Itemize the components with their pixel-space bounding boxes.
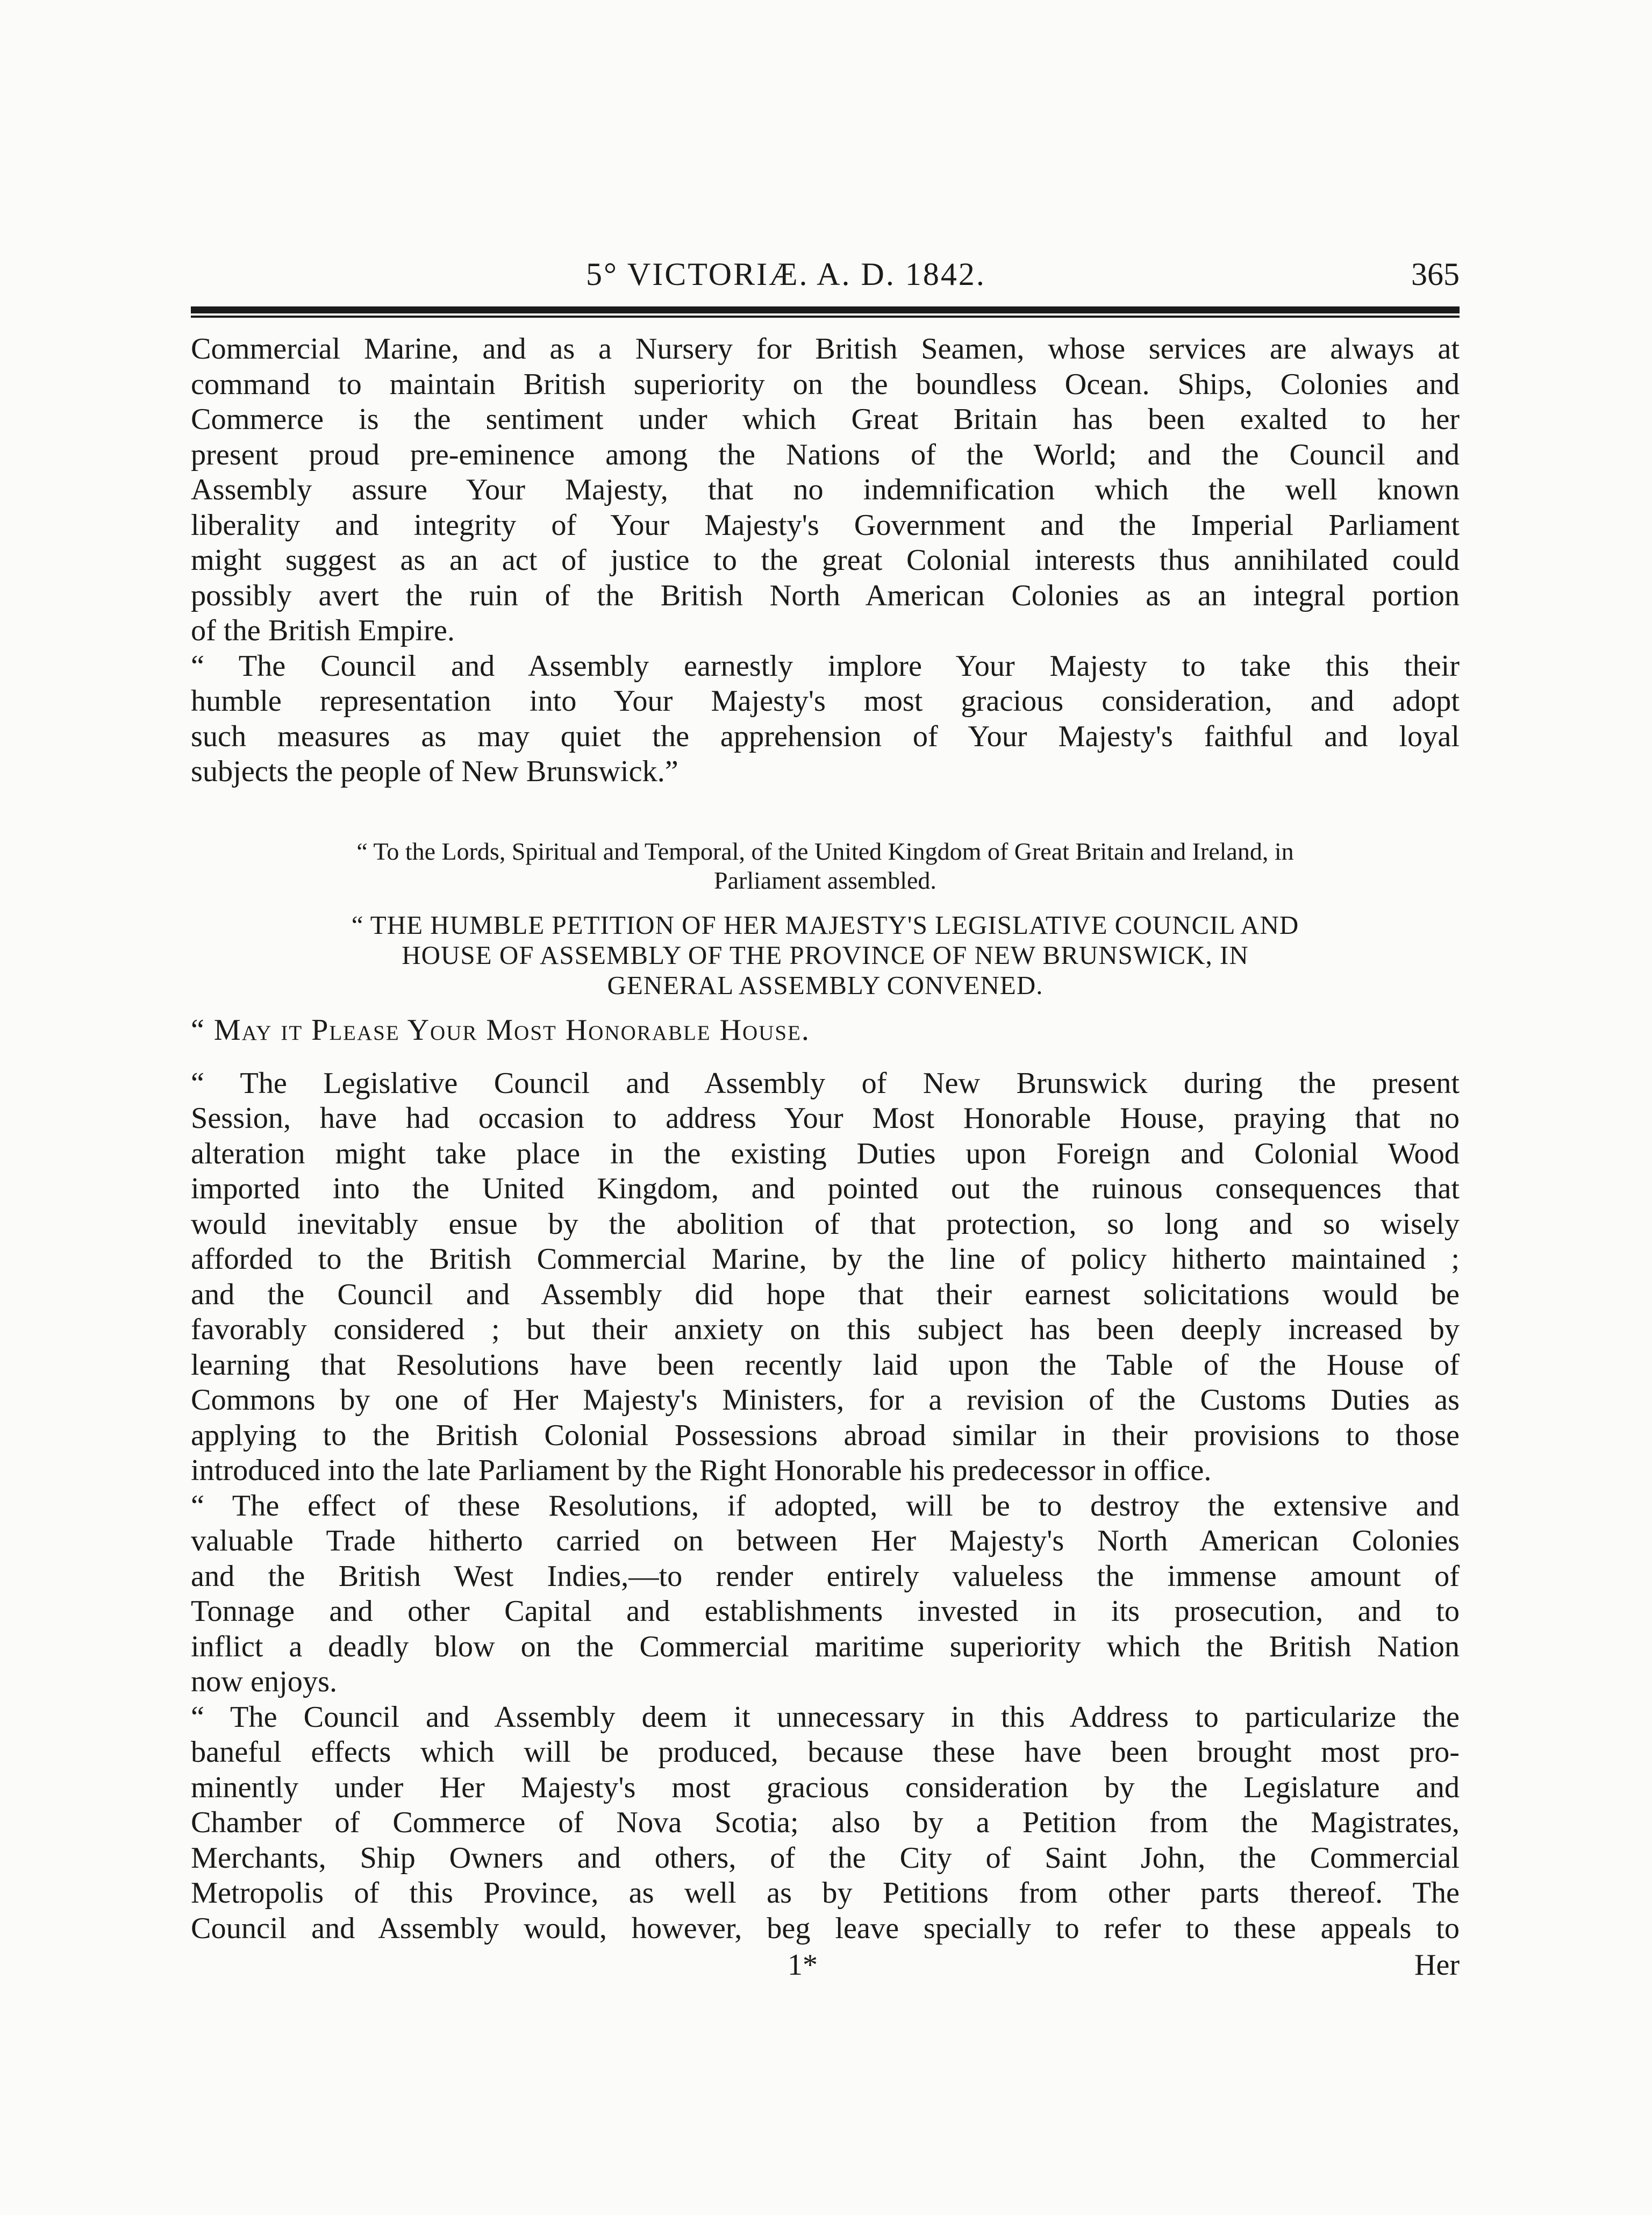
opening-paragraph [191, 332, 1460, 790]
text-line: Commons by one of Her Majesty's Ministers, for a revision of the Customs Duties as [191, 1383, 1460, 1417]
text-line: Tonnage and other Capital and establishments invested in its prosecution, and to [191, 1595, 1460, 1628]
text-line: valuable Trade hitherto carried on between Her Majesty's North American Colonies [191, 1524, 1460, 1557]
text-line: Chamber of Commerce of Nova Scotia; also by a Petition from the Magistrates, [191, 1806, 1460, 1839]
text-line: Council and Assembly would, however, beg leave specially to refer to these appeals to [191, 1911, 1460, 1945]
text-line: “ The Legislative Council and Assembly of New Brunswick during the present [191, 1066, 1460, 1100]
petition-title-line: HOUSE OF ASSEMBLY OF THE PROVINCE OF NEW BRUNSWICK, IN [402, 940, 1249, 970]
text-line: possibly avert the ruin of the British North American Colonies as an integral portion [191, 578, 1460, 612]
text-line: present proud pre-eminence among the Nations of the World; and the Council and [191, 438, 1460, 471]
text-line: Session, have had occasion to address Your Most Honorable House, praying that no [191, 1102, 1460, 1135]
text-line: liberality and integrity of Your Majesty's Government and the Imperial Parliament [191, 508, 1460, 542]
text-line: Metropolis of this Province, as well as by Petitions from other parts thereof. The [191, 1876, 1460, 1910]
text-line: “ The effect of these Resolutions, if adopted, will be to destroy the extensive and [191, 1489, 1460, 1523]
address-line: Parliament assembled. [714, 866, 936, 894]
text-line: applying to the British Colonial Possessions abroad similar in their provisions to those [191, 1418, 1460, 1452]
document-page [191, 253, 1460, 1984]
catchword: Her [1414, 1948, 1460, 1982]
page-footer [191, 1946, 1460, 1984]
text-line: learning that Resolutions have been recently laid upon the Table of the House of [191, 1348, 1460, 1382]
text-line: inflict a deadly blow on the Commercial maritime superiority which the British Nation [191, 1630, 1460, 1663]
petition-body [191, 1066, 1460, 1947]
running-title: 5° VICTORIÆ. A. D. 1842. [586, 256, 986, 292]
text-line: such measures as may quiet the apprehension of Your Majesty's faithful and loyal [191, 719, 1460, 753]
text-line: Commerce is the sentiment under which Great Britain has been exalted to her [191, 403, 1460, 436]
text-line: favorably considered ; but their anxiety on this subject has been deeply increased by [191, 1313, 1460, 1346]
text-line: minently under Her Majesty's most gracious consideration by the Legislature and [191, 1770, 1460, 1804]
text-line: alteration might take place in the existing Duties upon Foreign and Colonial Wood [191, 1137, 1460, 1170]
text-line: now enjoys. [191, 1665, 338, 1698]
text-line: imported into the United Kingdom, and pointed out the ruinous consequences that [191, 1172, 1460, 1205]
page-number: 365 [1411, 256, 1460, 292]
text-line: subjects the people of New Brunswick.” [191, 755, 678, 788]
text-line: introduced into the late Parliament by the Right Honorable his predecessor in office. [191, 1454, 1212, 1487]
text-line: humble representation into Your Majesty's most gracious consideration, and adopt [191, 684, 1460, 718]
petition-title [191, 910, 1460, 1001]
text-line: afforded to the British Commercial Marine, by the line of policy hitherto maintained ; [191, 1242, 1460, 1276]
text-line: “ The Council and Assembly earnestly implore Your Majesty to take this their [191, 649, 1460, 683]
text-line: would inevitably ensue by the abolition of that protection, so long and so wisely [191, 1207, 1460, 1241]
text-line: might suggest as an act of justice to the great Colonial interests thus annihilated could [191, 544, 1460, 577]
text-line: and the Council and Assembly did hope that their earnest solicitations would be [191, 1277, 1460, 1311]
petition-title-line: GENERAL ASSEMBLY CONVENED. [607, 970, 1043, 1000]
text-line: Commercial Marine, and as a Nursery for British Seamen, whose services are always at [191, 332, 1460, 366]
petition-title-line: “ THE HUMBLE PETITION OF HER MAJESTY'S LEGISLATIVE COUNCIL AND [351, 910, 1299, 940]
text-line: Assembly assure Your Majesty, that no indemnification which the well known [191, 473, 1460, 506]
text-line: Merchants, Ship Owners and others, of the City of Saint John, the Commercial [191, 1841, 1460, 1875]
address-line: “ To the Lords, Spiritual and Temporal, of the United Kingdom of Great Britain and Ireland, in [356, 837, 1294, 865]
petition-address [191, 837, 1460, 895]
text-line: of the British Empire. [191, 614, 455, 647]
text-line: “ The Council and Assembly deem it unnecessary in this Address to particularize the [191, 1700, 1460, 1734]
signature-mark: 1* [788, 1948, 818, 1982]
text-line: baneful effects which will be produced, because these have been brought most pro- [191, 1735, 1460, 1769]
text-line: and the British West Indies,—to render entirely valueless the immense amount of [191, 1559, 1460, 1593]
running-head [191, 253, 1460, 296]
text-line: command to maintain British superiority on the boundless Ocean. Ships, Colonies and [191, 367, 1460, 401]
salutation: “ May it Please Your Most Honorable House. [191, 1013, 810, 1047]
header-rule [191, 306, 1460, 318]
